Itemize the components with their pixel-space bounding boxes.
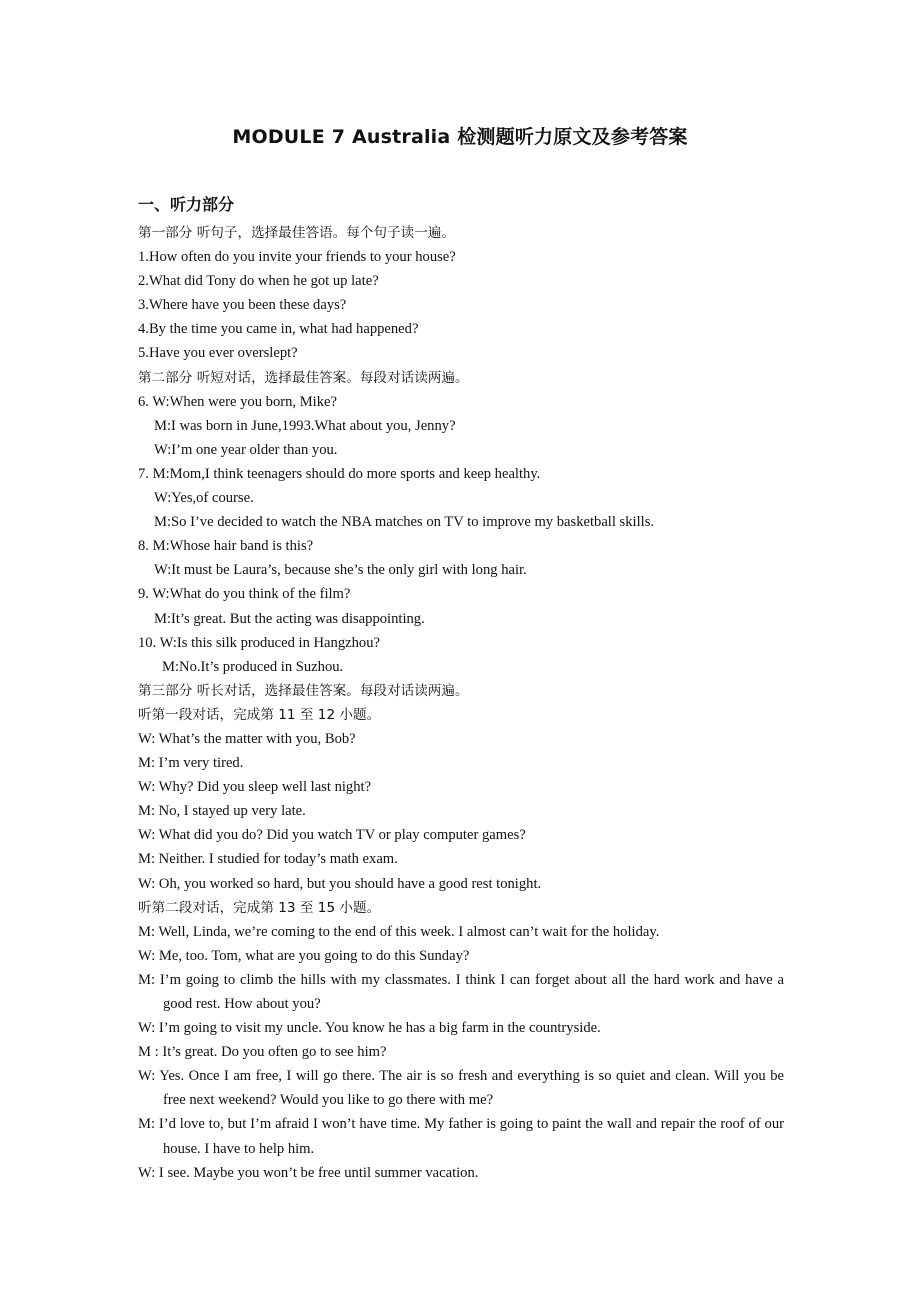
part1-instruction: 第一部分 听句子，选择最佳答语。每个句子读一遍。 <box>138 225 455 241</box>
dialogue-line: W: Oh, you worked so hard, but you should have a good rest tonight. <box>138 875 542 892</box>
dialogue2-heading: 听第二段对话，完成第 13 至 15 小题。 <box>138 899 381 916</box>
document-body <box>138 221 784 1185</box>
question-5: 5.Have you ever overslept? <box>138 345 298 362</box>
dialogue-line: 6. W:When were you born, Mike? <box>138 393 337 410</box>
dialogue-line: M : It’s great. Do you often go to see him? <box>138 1044 387 1061</box>
dialogue1-heading: 听第一段对话，完成第 11 至 12 小题。 <box>138 706 381 723</box>
dialogue-line: W: I see. Maybe you won’t be free until summer vacation. <box>138 1164 479 1181</box>
dialogue-line: W: I’m going to visit my uncle. You know he has a big farm in the countryside. <box>138 1020 601 1037</box>
dialogue-line: 7. M:Mom,I think teenagers should do more sports and keep healthy. <box>138 465 541 482</box>
part2-instruction: 第二部分 听短对话，选择最佳答案。每段对话读两遍。 <box>138 369 469 386</box>
dialogue-line: W: Why? Did you sleep well last night? <box>138 779 372 796</box>
part3-instruction: 第三部分 听长对话，选择最佳答案。每段对话读两遍。 <box>138 682 469 699</box>
dialogue-line: W:I’m one year older than you. <box>154 441 338 458</box>
dialogue-line: W:It must be Laura’s, because she’s the only girl with long hair. <box>154 562 527 579</box>
question-3: 3.Where have you been these days? <box>138 297 347 314</box>
dialogue-line: M: I’m very tired. <box>138 755 244 772</box>
dialogue-line: W: Yes. Once I am free, I will go there. The air is so fresh and everything is so quiet and clean. Will you be free next weekend? Would you like to go there with me? <box>138 1068 784 1109</box>
dialogue-line: W: Me, too. Tom, what are you going to do this Sunday? <box>138 947 470 964</box>
question-1: 1.How often do you invite your friends to your house? <box>138 249 456 266</box>
dialogue-line: M: No, I stayed up very late. <box>138 803 306 820</box>
dialogue-line: M:It’s great. But the acting was disappointing. <box>154 610 425 627</box>
dialogue-line: W:Yes,of course. <box>154 490 254 507</box>
document-title: MODULE 7 Australia 检测题听力原文及参考答案 <box>232 126 688 148</box>
dialogue-line: M: I’m going to climb the hills with my classmates. I think I can forget about all the hard work and have a good rest. How about you? <box>138 971 784 1012</box>
dialogue-line: M: I’d love to, but I’m afraid I won’t have time. My father is going to paint the wall and repair the roof of our house. I have to help him. <box>138 1116 784 1157</box>
dialogue-line: M: Neither. I studied for today’s math exam. <box>138 851 398 868</box>
dialogue-line: M:I was born in June,1993.What about you, Jenny? <box>154 417 456 434</box>
dialogue-line: M:No.It’s produced in Suzhou. <box>162 658 344 675</box>
dialogue-line: W: What’s the matter with you, Bob? <box>138 730 356 747</box>
section-heading: 一、听力部分 <box>138 195 235 214</box>
dialogue-line: 8. M:Whose hair band is this? <box>138 538 314 555</box>
dialogue-line: 9. W:What do you think of the film? <box>138 586 351 603</box>
dialogue-line: 10. W:Is this silk produced in Hangzhou? <box>138 634 380 651</box>
dialogue-line: W: What did you do? Did you watch TV or play computer games? <box>138 827 526 844</box>
dialogue-line: M: Well, Linda, we’re coming to the end of this week. I almost can’t wait for the holiday. <box>138 923 660 940</box>
question-4: 4.By the time you came in, what had happened? <box>138 321 419 338</box>
question-2: 2.What did Tony do when he got up late? <box>138 273 379 290</box>
dialogue-line: M:So I’ve decided to watch the NBA matches on TV to improve my basketball skills. <box>154 514 655 531</box>
